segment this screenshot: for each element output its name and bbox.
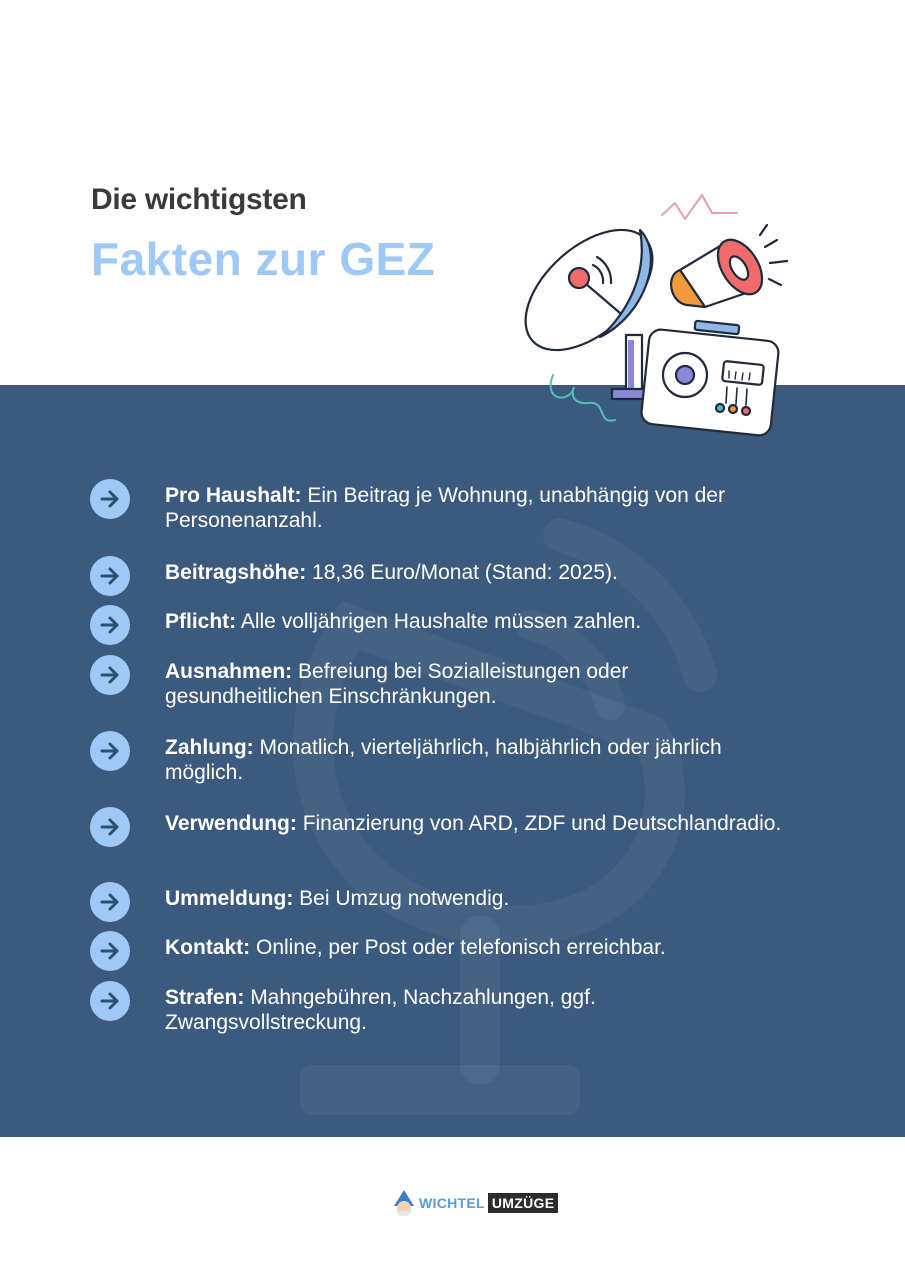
wichtel-mascot-icon bbox=[390, 1188, 418, 1218]
fact-label: Strafen: bbox=[165, 986, 245, 1009]
fact-text: Online, per Post oder telefonisch erreichbar. bbox=[250, 936, 666, 959]
arrow-right-icon bbox=[90, 556, 130, 596]
facts-panel bbox=[0, 385, 905, 1137]
fact-item-pro-haushalt bbox=[90, 483, 810, 533]
fact-label: Kontakt: bbox=[165, 936, 251, 959]
arrow-right-icon bbox=[90, 731, 130, 771]
fact-text: Ein Beitrag je Wohnung, unabhängig von der Personenanzahl. bbox=[165, 484, 725, 532]
fact-text: Bei Umzug notwendig. bbox=[293, 887, 510, 910]
logo-text-wichtel: WICHTEL bbox=[419, 1195, 485, 1211]
arrow-right-icon bbox=[90, 655, 130, 695]
fact-item-verwendung bbox=[90, 811, 810, 847]
arrow-right-icon bbox=[90, 882, 130, 922]
fact-text: Mahngebühren, Nachzahlungen, ggf. Zwangsvollstreckung. bbox=[165, 986, 596, 1034]
fact-text: 18,36 Euro/Monat (Stand: 2025). bbox=[306, 561, 618, 584]
fact-label: Beitragshöhe: bbox=[165, 561, 307, 584]
fact-text: Finanzierung von ARD, ZDF und Deutschlandradio. bbox=[296, 812, 782, 835]
logo-text-umzuege: UMZÜGE bbox=[488, 1193, 558, 1213]
fact-item-zahlung bbox=[90, 735, 810, 785]
arrow-right-icon bbox=[90, 981, 130, 1021]
arrow-right-icon bbox=[90, 479, 130, 519]
fact-item-ummeldung bbox=[90, 886, 810, 922]
fact-label: Zahlung: bbox=[165, 736, 254, 759]
fact-label: Ausnahmen: bbox=[165, 660, 293, 683]
facts-list bbox=[0, 385, 905, 1137]
satellite-megaphone-radio-icon bbox=[515, 175, 815, 440]
fact-text: Alle volljährigen Haushalte müssen zahlen. bbox=[236, 610, 642, 633]
fact-label: Pro Haushalt: bbox=[165, 484, 302, 507]
fact-item-beitragshoehe bbox=[90, 560, 810, 596]
fact-label: Ummeldung: bbox=[165, 887, 294, 910]
fact-text: Monatlich, vierteljährlich, halbjährlich oder jährlich möglich. bbox=[165, 736, 722, 784]
fact-label: Verwendung: bbox=[165, 812, 297, 835]
arrow-right-icon bbox=[90, 807, 130, 847]
fact-item-strafen bbox=[90, 985, 810, 1035]
fact-label: Pflicht: bbox=[165, 610, 237, 633]
fact-item-ausnahmen bbox=[90, 659, 810, 709]
page-title: Fakten zur GEZ bbox=[91, 233, 436, 285]
fact-text: Befreiung bei Sozialleistungen oder gesundheitlichen Einschränkungen. bbox=[165, 660, 629, 708]
company-logo bbox=[390, 1188, 558, 1218]
fact-item-kontakt bbox=[90, 935, 810, 971]
fact-item-pflicht bbox=[90, 609, 810, 645]
arrow-right-icon bbox=[90, 931, 130, 971]
arrow-right-icon bbox=[90, 605, 130, 645]
page-subtitle: Die wichtigsten bbox=[91, 183, 307, 216]
